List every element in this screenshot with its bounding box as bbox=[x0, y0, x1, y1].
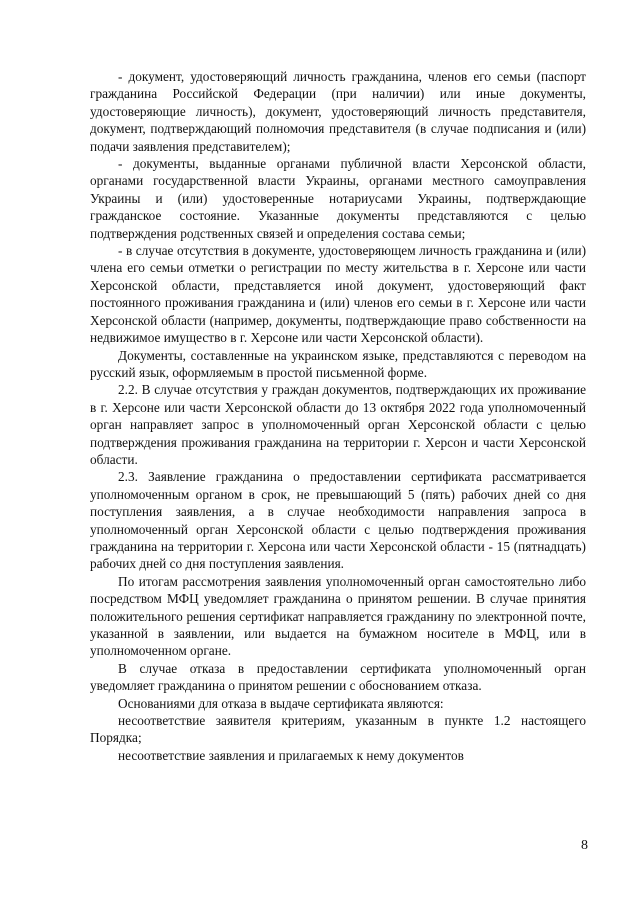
page-number: 8 bbox=[581, 838, 588, 853]
paragraph-translation: Документы, составленные на украинском языке, представляются с переводом на русский язык, оформляемым в простой письменной форме. bbox=[90, 347, 586, 380]
paragraph-decision-notice: По итогам рассмотрения заявления уполномоченный орган самостоятельно либо посредством МФЦ уведомляет гражданина о принятом решении. В случае принятия положительного решения сертификат направляется гражданину по электронной почте, указанной в заявлении, или выдается на бумажном носителе в МФЦ, или в уполномоченном органе. bbox=[90, 573, 586, 659]
paragraph-residence-proof: - в случае отсутствия в документе, удостоверяющем личность гражданина и (или) члена его семьи отметки о регистрации по месту жительства в г. Херсоне или части Херсонской области, представляется иной документ, удостоверяющий факт постоянного проживания гражданина и (или) членов его семьи в г. Херсоне или части Херсонской области (например, документы, подтверждающие право собственности на недвижимое имущество в г. Херсоне или части Херсонской области). bbox=[90, 243, 586, 346]
paragraph-2-2: 2.2. В случае отсутствия у граждан документов, подтверждающих их проживание в г. Херсоне или части Херсонской области до 13 октября 2022 года уполномоченный орган направляет запрос в уполномоченный орган Херсонской области с целью подтверждения проживания гражданина на территории г. Херсон и части Херсонской области. bbox=[90, 382, 586, 467]
paragraph-application-mismatch: несоответствие заявления и прилагаемых к нему документов bbox=[118, 747, 464, 763]
paragraph-criteria-mismatch: несоответствие заявителя критериям, указанным в пункте 1.2 настоящего Порядка; bbox=[90, 713, 586, 746]
paragraph-civil-status-documents: - документы, выданные органами публичной власти Херсонской области, органами государственной власти Украины, органами местного самоуправления Украины и (или) удостоверенные нотариусами Украины, подтверждающие гражданское состояние. Указанные документы представляются с целью подтверждения родственных связей и определения состава семьи; bbox=[90, 156, 586, 241]
paragraph-identity-document: - документ, удостоверяющий личность гражданина, членов его семьи (паспорт гражданина Российской Федерации (при наличии) или иные документы, удостоверяющие личность), документ, удостоверяющий личность представителя, документ, подтверждающий полномочия представителя (в случае подписания и (или) подачи заявления представителем); bbox=[90, 69, 586, 154]
paragraph-refusal-notice: В случае отказа в предоставлении сертификата уполномоченный орган уведомляет гражданина о принятом решении с обоснованием отказа. bbox=[90, 660, 586, 694]
document-body bbox=[90, 68, 586, 764]
paragraph-2-3: 2.3. Заявление гражданина о предоставлении сертификата рассматривается уполномоченным органом в срок, не превышающий 5 (пять) рабочих дней со дня поступления заявления, а в случае необходимости направления запроса в уполномоченный орган Херсонской области с целью подтверждения проживания гражданина на территории г. Херсона или части Херсонской области - 15 (пятнадцать) рабочих дней со дня поступления заявления. bbox=[90, 469, 586, 572]
paragraph-refusal-grounds: Основаниями для отказа в выдаче сертификата являются: bbox=[118, 695, 444, 711]
